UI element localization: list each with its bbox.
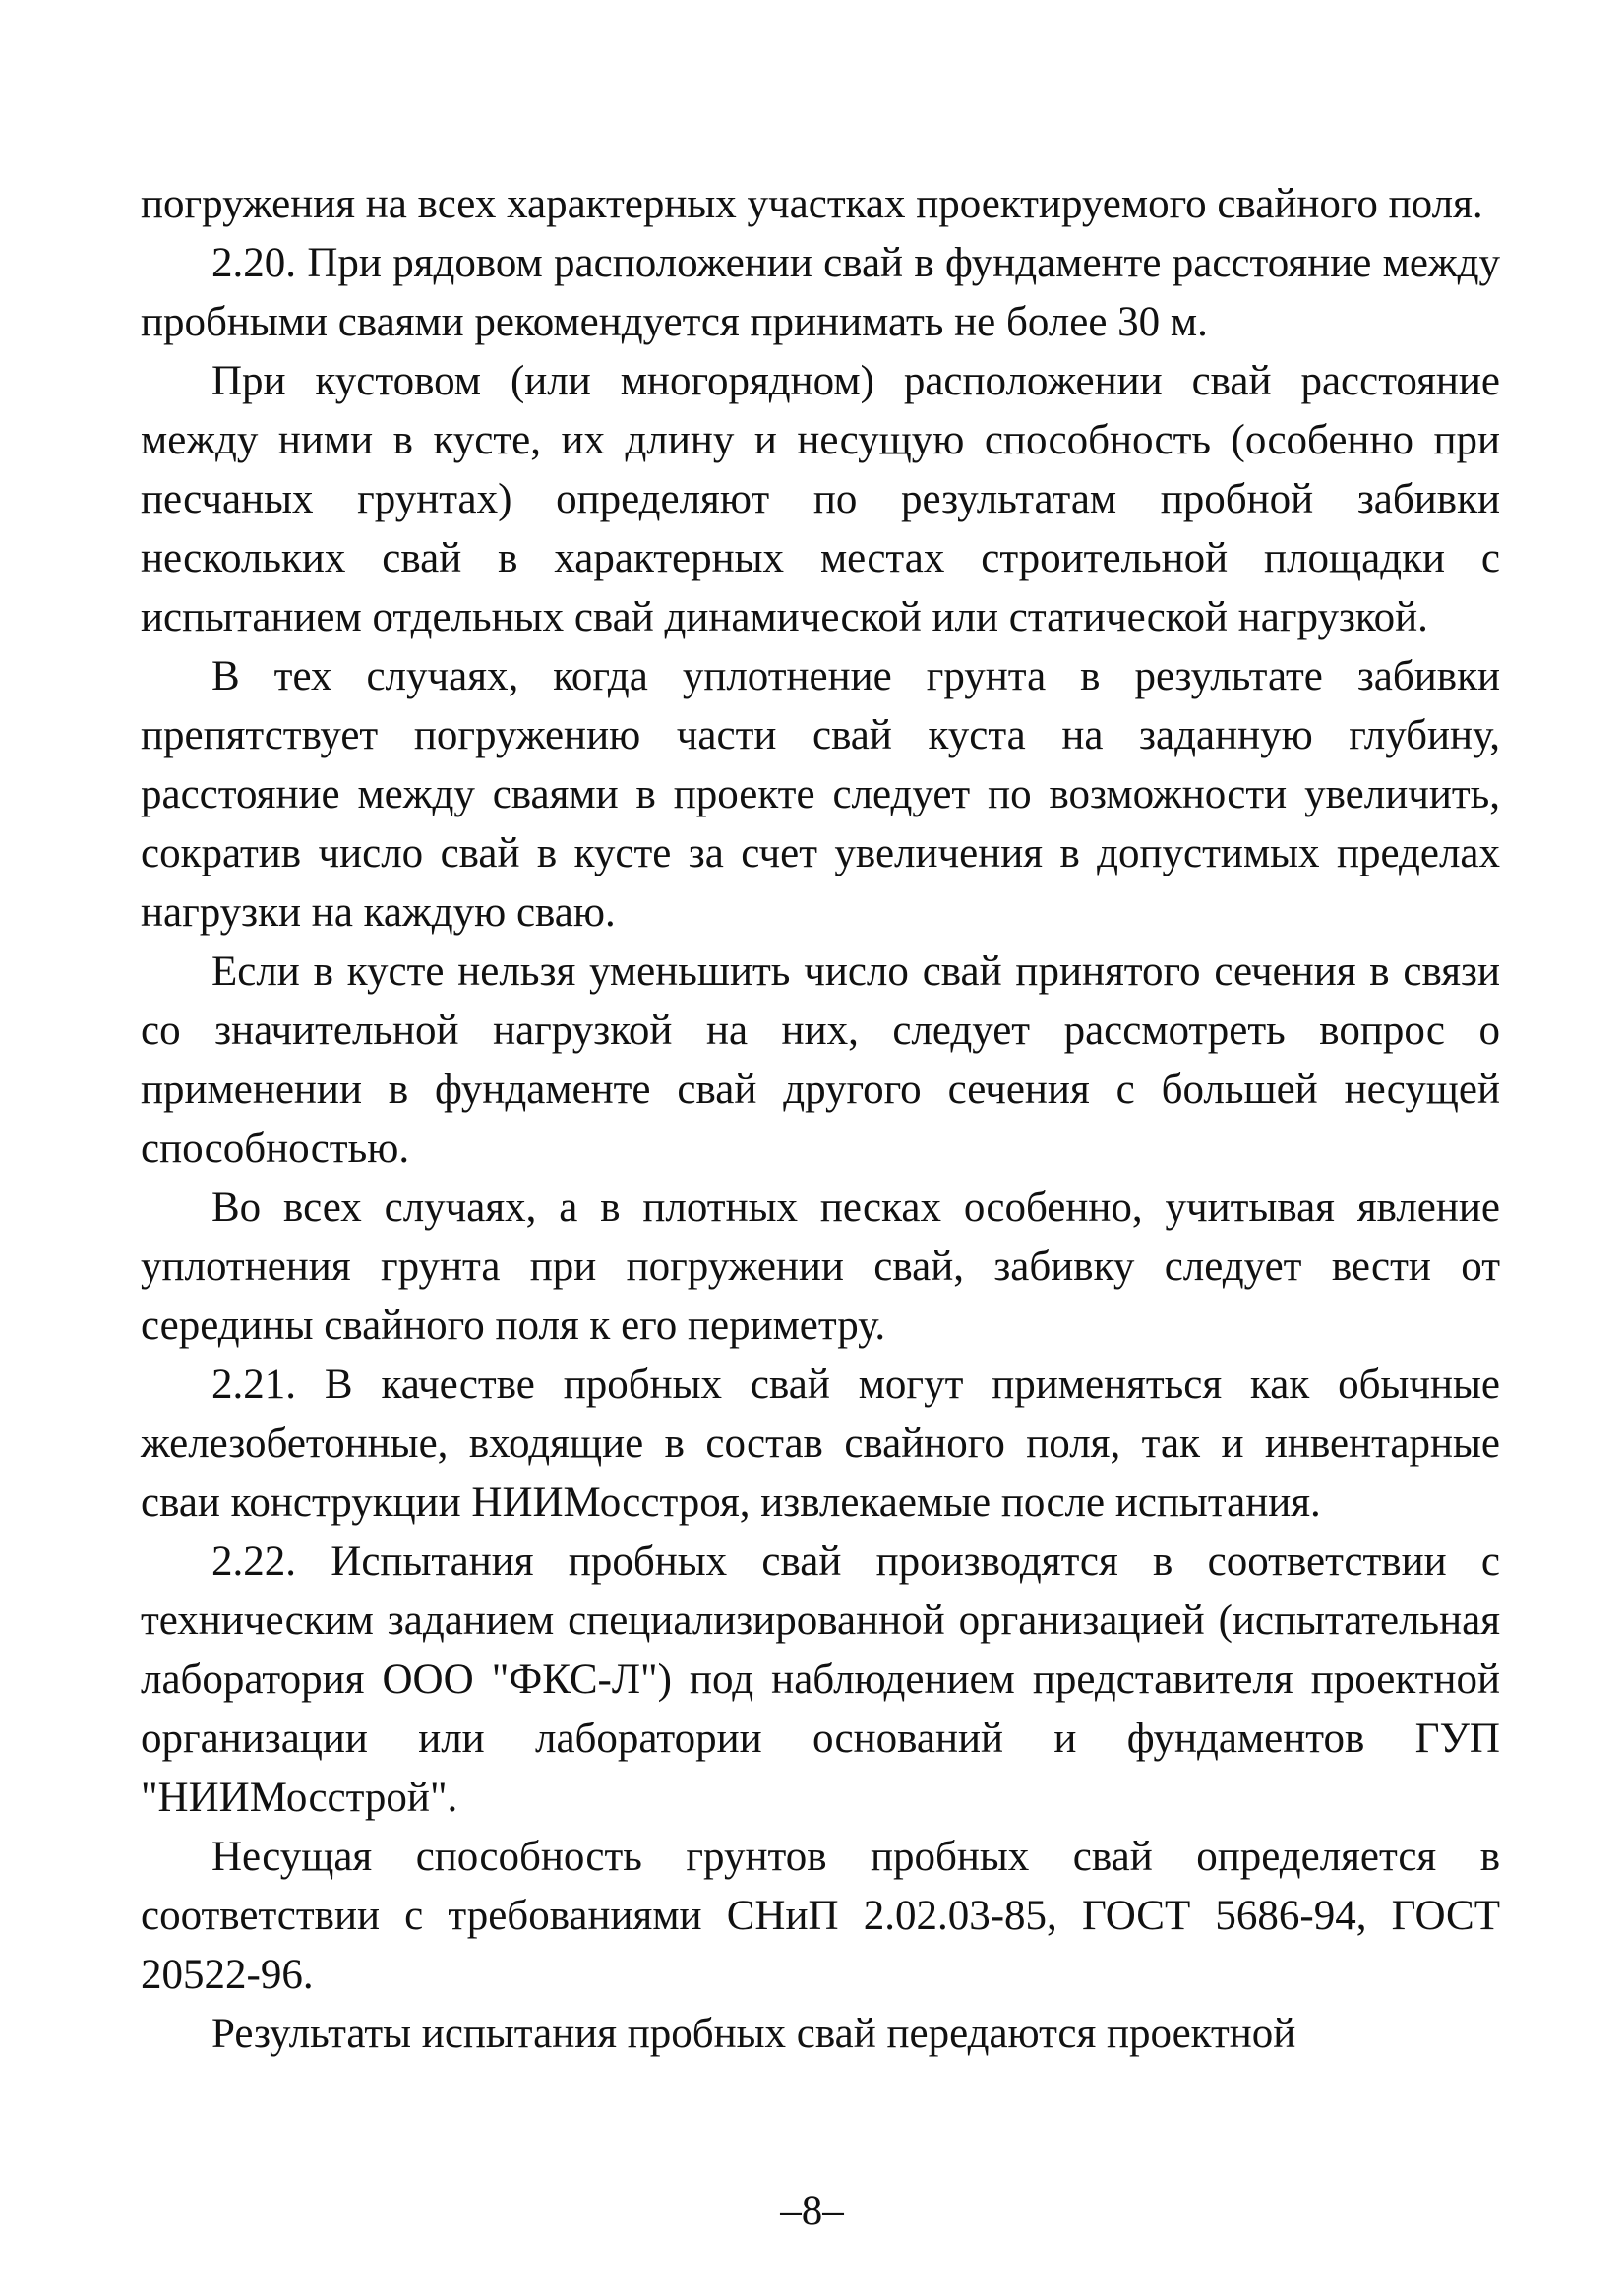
paragraph-soil-compaction: В тех случаях, когда уплотнение грунта в результате забивки препятствует погружению части свай куста на заданную глубину, расстояние между сваями в проекте следует по возможности увеличить, сократив число свай в кусте за счет увеличения в допустимых пределах нагрузки на каждую сваю. <box>141 653 1500 936</box>
paragraph-2-20: 2.20. При рядовом расположении свай в фундаменте расстояние между пробными сваями рекомендуется принимать не более 30 м. <box>141 240 1500 345</box>
paragraph-driving-order: Во всех случаях, а в плотных песках особенно, учитывая явление уплотнения грунта при погружении свай, забивку следует вести от середины свайного поля к его периметру. <box>141 1184 1500 1349</box>
paragraph-cluster-placement: При кустовом (или многорядном) расположении свай расстояние между ними в кусте, их длину и несущую способность (особенно при песчаных грунтах) определяют по результатам пробной забивки нескольких свай в характерных местах строительной площадки с испытанием отдельных свай динамической или статической нагрузкой. <box>141 358 1500 640</box>
paragraph-continuation: погружения на всех характерных участках проектируемого свайного поля. <box>141 181 1483 227</box>
paragraph-2-22: 2.22. Испытания пробных свай производятся в соответствии с техническим заданием специализированной организацией (испытательная лаборатория ООО "ФКС-Л") под наблюдением представителя проектной организации или лаборатории оснований и фундаментов ГУП "НИИМосстрой". <box>141 1539 1500 1821</box>
paragraph-section-change: Если в кусте нельзя уменьшить число свай принятого сечения в связи со значительной нагрузкой на них, следует рассмотреть вопрос о применении в фундаменте свай другого сечения с большей несущей способностью. <box>141 948 1500 1172</box>
page-number: –8– <box>780 2188 844 2234</box>
document-body <box>141 175 1500 2064</box>
paragraph-results: Результаты испытания пробных свай передаются проектной <box>211 2011 1296 2057</box>
paragraph-2-21: 2.21. В качестве пробных свай могут применяться как обычные железобетонные, входящие в состав свайного поля, так и инвентарные сваи конструкции НИИМосстроя, извлекаемые после испытания. <box>141 1361 1500 1526</box>
paragraph-bearing-capacity: Несущая способность грунтов пробных свай определяется в соответствии с требованиями СНиП 2.02.03-85, ГОСТ 5686-94, ГОСТ 20522-96. <box>141 1834 1500 1998</box>
